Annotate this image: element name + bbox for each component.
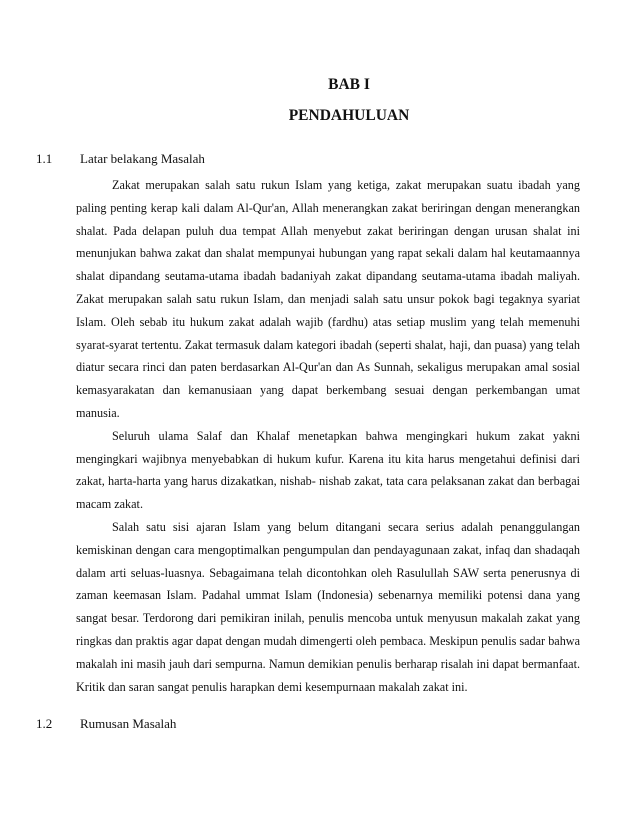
section-number: 1.2 bbox=[36, 716, 53, 731]
paragraph: Seluruh ulama Salaf dan Khalaf menetapkan bahwa mengingkari hukum zakat yakni mengingkari wajibnya menyebabkan di hukum kufur. Karena itu kita harus mengetahui definisi dari zakat, harta-harta yang harus dizakatkan, nishab- nishab zakat, tata cara pelaksanan zakat dan berbagai macam zakat. bbox=[76, 428, 580, 512]
paragraph: Salah satu sisi ajaran Islam yang belum ditangani secara serius adalah penanggulangan kemiskinan dengan cara mengoptimalkan pengumpulan dan pendayagunaan zakat, infaq dan shadaqah dalam arti seluas-luasnya. Sebagaimana telah dicontohkan oleh Rasulullah SAW serta penerusnya di zaman keemasan Islam. Padahal ummat Islam (Indonesia) sebenarnya memiliki potensi dana yang sangat besar. Terdorong dari pemikiran inilah, penulis mencoba untuk menyusun makalah zakat yang ringkas dan praktis agar dapat dengan mudah dimengerti oleh pembaca. Meskipun penulis sadar bahwa makalah ini masih jauh dari sempurna. Namun demikian penulis berharap risalah ini dapat bermanfaat. Kritik dan saran sangat penulis harapkan demi kesempurnaan makalah zakat ini. bbox=[76, 519, 580, 694]
section-number: 1.1 bbox=[36, 151, 53, 166]
section-title: Latar belakang Masalah bbox=[80, 151, 205, 166]
paragraph: Zakat merupakan salah satu rukun Islam yang ketiga, zakat merupakan suatu ibadah yang paling penting kerap kali dalam Al-Qur'an, Allah menerangkan zakat beriringan dengan menerangkan shalat. Pada delapan puluh dua tempat Allah menyebut zakat beriringan dengan urusan shalat ini menunjukan bahwa zakat dan shalat mempunyai hubungan yang rapat sekali dalam hal keutamaannya shalat dipandang seutama-utama ibadah badaniyah zakat dipandang seutama-utama ibadah maliyah. Zakat merupakan salah satu rukun Islam, dan menjadi salah satu unsur pokok bagi tegaknya syariat Islam. Oleh sebab itu hukum zakat adalah wajib (fardhu) atas setiap muslim yang telah memenuhi syarat-syarat tertentu. Zakat termasuk dalam kategori ibadah (seperti shalat, haji, dan puasa) yang telah diatur secara rinci dan paten berdasarkan Al-Qur'an dan As Sunnah, sekaligus merupakan amal sosial kemasyarakatan dan kemanusiaan yang dapat berkembang sesuai dengan perkembangan umat manusia. bbox=[76, 178, 580, 420]
chapter-label: BAB I bbox=[328, 76, 370, 93]
chapter-title: PENDAHULUAN bbox=[288, 107, 410, 124]
section-body bbox=[76, 174, 580, 698]
section-title: Rumusan Masalah bbox=[80, 716, 177, 731]
